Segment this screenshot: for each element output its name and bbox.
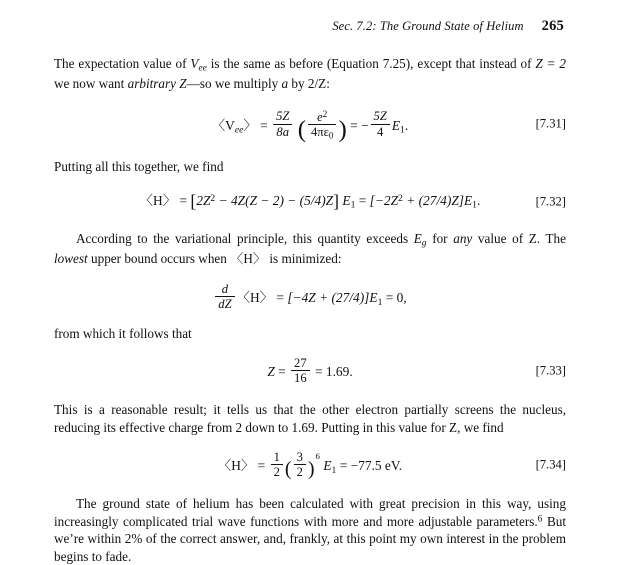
eq32-equals-2: =	[358, 192, 367, 208]
eq32-bracket-open: [	[190, 190, 197, 211]
page-number: 265	[541, 18, 564, 34]
eq31-inner-den-txt: 4πε	[310, 124, 329, 139]
p1-text-a: The expectation value of	[54, 56, 191, 71]
eq34-frac-three-halves	[294, 450, 306, 479]
paragraph-4: from which it follows that	[54, 325, 192, 341]
eq31-equals-2: =	[350, 117, 358, 133]
eq31-inner-num-e: e	[317, 109, 323, 124]
eq32-rhs-sub: 1	[472, 199, 477, 211]
eq34-frac-half	[271, 450, 283, 479]
p1-arbitrary-z: arbitrary Z	[127, 76, 187, 92]
p1-text-d: —so we multiply	[186, 76, 282, 92]
eqdz-frac	[215, 282, 234, 311]
eq31-lhs-close: 〉	[243, 117, 257, 133]
eq33-frac-num: 27	[291, 356, 310, 371]
paragraph-3	[54, 230, 566, 268]
eq31-lhs-sub: ee	[234, 124, 244, 136]
eq31-frac2-num: 5Z	[371, 109, 390, 124]
eqdz-equals: =	[276, 289, 284, 305]
footnote-marker: 6	[537, 514, 543, 525]
p3-text-a: According to the variational principle, this quantity exceeds	[76, 231, 414, 246]
eq31-E-sub: 1	[400, 124, 405, 136]
eq31-minus: −	[360, 117, 369, 133]
eqdz-end: = 0,	[385, 289, 407, 305]
eq31-frac1-den: 8a	[276, 124, 289, 139]
p1-text-c: we now want	[54, 76, 128, 92]
equation-7-33-tag: [7.33]	[535, 363, 566, 378]
paragraph-6	[54, 495, 566, 565]
eq32-equals: =	[179, 192, 188, 208]
equation-7-33	[54, 356, 566, 385]
p3-any: any	[453, 231, 473, 246]
eq34-frac2-num: 3	[294, 450, 306, 465]
eq32-lhs: 〈H〉	[139, 192, 177, 208]
equation-7-31	[54, 109, 566, 141]
eq34-lhs: 〈H〉	[217, 458, 255, 474]
p3-text-d: upper bound occurs when 〈H〉 is minimized:	[87, 251, 342, 267]
eq34-exponent: 6	[315, 451, 320, 462]
p1-z-equals-two: Z = 2	[535, 56, 566, 71]
p1-text-b: is the same as before (Equation 7.25), except that instead of	[206, 56, 536, 71]
p1-vee: V	[190, 56, 199, 71]
eq32-E-sub: 1	[350, 199, 356, 211]
eq31-inner-num-sup: 2	[322, 108, 328, 119]
equation-7-32-tag: [7.32]	[535, 194, 566, 209]
eq32-rhs-open: [−2Z	[369, 192, 399, 208]
p3-text-b: for	[426, 231, 454, 246]
eq32-period: .	[476, 192, 481, 208]
eq34-equals: =	[257, 458, 266, 474]
paragraph-1	[54, 55, 566, 93]
eq31-frac-5z-4	[371, 109, 390, 138]
p1-a: a	[281, 76, 289, 92]
paragraph-5: This is a reasonable result; it tells us that the other electron partially screens the nucleus, reducing its effective charge from 2 down to 1.69. Putting in this value for Z, we find	[54, 402, 566, 435]
eq32-bracket-close: ]	[333, 190, 340, 211]
p3-lowest: lowest	[54, 251, 88, 267]
eqdz-rhs-sub: 1	[377, 296, 383, 308]
eq34-paren-close: )	[307, 457, 315, 480]
equation-derivative-body	[54, 282, 566, 311]
eq31-frac-5z-8a	[273, 109, 292, 138]
eq34-frac1-den: 2	[273, 465, 280, 480]
running-head-title: Sec. 7.2: The Ground State of Helium	[332, 19, 524, 33]
equation-7-32	[54, 192, 566, 212]
eq33-equals: =	[278, 364, 286, 380]
eqdz-lhs: 〈H〉	[236, 289, 274, 305]
equation-7-34-tag: [7.34]	[535, 457, 566, 472]
equation-7-34	[54, 450, 566, 479]
eq34-paren-open: (	[284, 457, 292, 480]
eq31-frac2-den: 4	[377, 124, 384, 139]
eq32-E: E	[342, 192, 351, 208]
eq31-equals: =	[260, 117, 268, 133]
eq34-rhs: = −77.5 eV.	[339, 458, 403, 474]
eq31-inner-num	[308, 109, 336, 125]
eq32-term2: − 4Z(Z − 2) − (5/4)Z	[218, 192, 334, 208]
equation-7-31-tag: [7.31]	[535, 117, 566, 132]
p6-text-b: But we’re within 2% of the correct answer, and, frankly, at this point my own interest in the problem begins to fade.	[54, 513, 566, 564]
eq31-paren-close: )	[338, 115, 347, 143]
eq32-term1-sup: 2	[210, 192, 216, 204]
eq32-term1: 2Z	[196, 192, 211, 208]
eq32-rhs-rest: + (27/4)Z]E	[406, 192, 473, 208]
eq34-frac1-num: 1	[271, 450, 283, 465]
p1-vee-sub: ee	[198, 63, 207, 74]
p3-text-c: value of Z. The	[472, 231, 566, 246]
eqdz-rhs: [−4Z + (27/4)]E	[287, 289, 378, 305]
eq31-inner-frac	[308, 109, 336, 141]
eq33-frac	[291, 356, 310, 385]
eq33-frac-den: 16	[294, 371, 307, 386]
eq31-inner-den-sub: 0	[328, 130, 334, 141]
eq31-lhs: 〈V	[211, 117, 235, 133]
eq31-period: .	[404, 117, 409, 133]
equation-7-32-body	[54, 192, 566, 212]
eq31-paren-open: (	[297, 115, 306, 143]
equation-7-31-body	[54, 109, 566, 141]
eq32-rhs-sup: 2	[398, 192, 403, 204]
p3-eg-sub: g	[421, 238, 427, 249]
p6-text-a: The ground state of helium has been calculated with great precision in this way, using increasingly complicated trial wave functions with more and more adjustable parameters.	[54, 496, 566, 529]
eq31-E: E	[391, 117, 401, 133]
equation-derivative	[54, 282, 566, 311]
eqdz-frac-num: d	[215, 282, 234, 297]
page-body	[54, 55, 566, 565]
p1-text-e: by 2/Z:	[288, 76, 330, 92]
eq33-lhs: Z	[267, 364, 275, 380]
p3-eg: E	[413, 231, 422, 246]
eq34-frac2-den: 2	[296, 465, 303, 480]
eq34-E: E	[323, 458, 332, 474]
eq33-rhs: = 1.69.	[314, 364, 353, 380]
equation-7-33-body	[54, 356, 566, 385]
running-head	[54, 0, 566, 35]
eq34-E-sub: 1	[331, 465, 337, 476]
eq31-frac1-num: 5Z	[273, 109, 292, 124]
paragraph-2: Putting all this together, we find	[54, 159, 224, 175]
eq31-inner-den	[308, 125, 336, 141]
eqdz-frac-den: dZ	[218, 296, 232, 311]
equation-7-34-body	[54, 450, 566, 479]
